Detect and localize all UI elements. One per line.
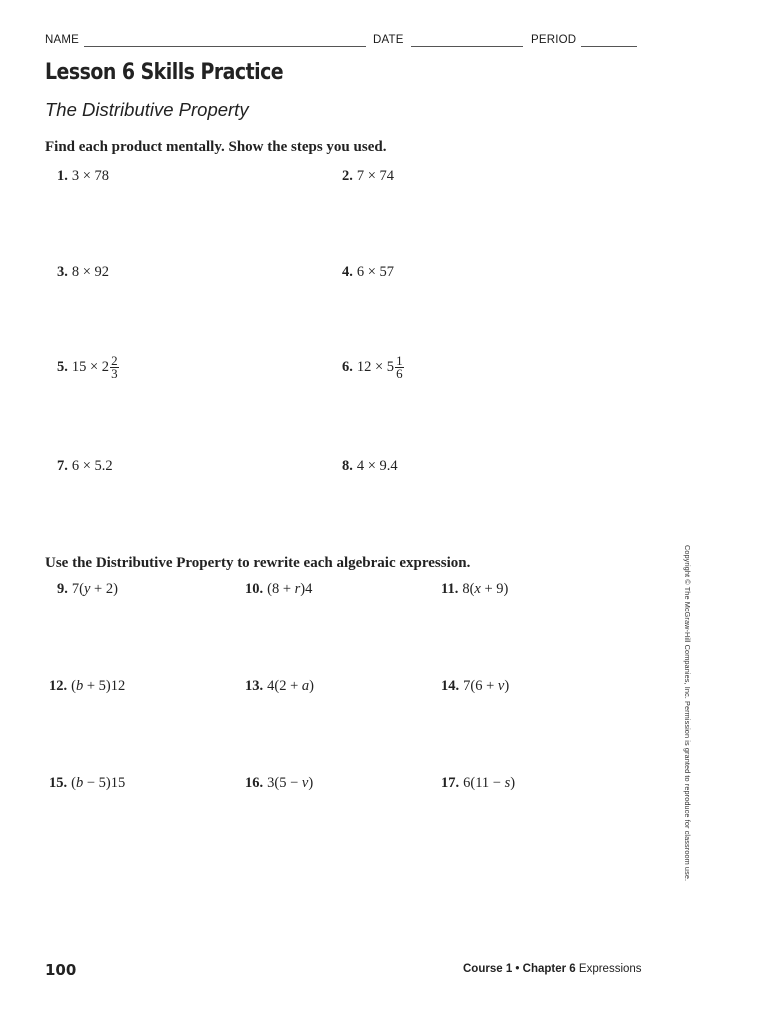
problem-12: 12. (b + 5)12: [49, 678, 126, 694]
problem-16: 16. 3(5 − v): [245, 775, 314, 791]
problem-9: 9. 7(y + 2): [57, 581, 118, 597]
date-label: DATE: [373, 34, 404, 46]
problem-5: 5. 15 × 2 $\frac{2}{3}$: [57, 353, 118, 381]
period-label: PERIOD: [531, 34, 577, 46]
problem-10: 10. (8 + r)4: [245, 581, 313, 597]
problem-17: 17. 6(11 − s): [441, 775, 516, 791]
section1-instruction: Find each product mentally. Show the steps you used.: [45, 139, 387, 155]
mixed-fraction: $\frac{1}{6}$: [396, 353, 403, 381]
name-blank-line[interactable]: [84, 46, 366, 47]
problem-3: 3. 8 × 92: [57, 264, 110, 280]
section2-instruction: Use the Distributive Property to rewrite each algebraic expression.: [45, 555, 471, 571]
mixed-fraction: $\frac{2}{3}$: [111, 353, 118, 381]
problem-13: 13. 4(2 + a): [245, 678, 314, 694]
page-number: 100: [45, 961, 77, 979]
problem-4: 4. 6 × 57: [342, 264, 395, 280]
copyright-notice: Copyright © The McGraw-Hill Companies, Inc. Permission is granted to reproduce for classroom use.: [683, 545, 692, 882]
date-blank-line[interactable]: [411, 46, 523, 47]
problem-15: 15. (b − 5)15: [49, 775, 126, 791]
footer-course-info: Course 1 • Chapter 6 Expressions: [463, 963, 642, 975]
problem-14: 14. 7(6 + v): [441, 678, 510, 694]
problem-7: 7. 6 × 5.2: [57, 458, 113, 474]
problem-1: 1. 3 × 78: [57, 168, 110, 184]
problem-6: 6. 12 × 5 $\frac{1}{6}$: [342, 353, 403, 381]
period-blank-line[interactable]: [581, 46, 637, 47]
problem-11: 11. 8(x + 9): [441, 581, 509, 597]
name-label: NAME: [45, 34, 80, 46]
lesson-title: Lesson 6 Skills Practice: [45, 60, 284, 85]
lesson-subtitle: The Distributive Property: [45, 99, 249, 120]
problem-8: 8. 4 × 9.4: [342, 458, 398, 474]
problem-2: 2. 7 × 74: [342, 168, 395, 184]
